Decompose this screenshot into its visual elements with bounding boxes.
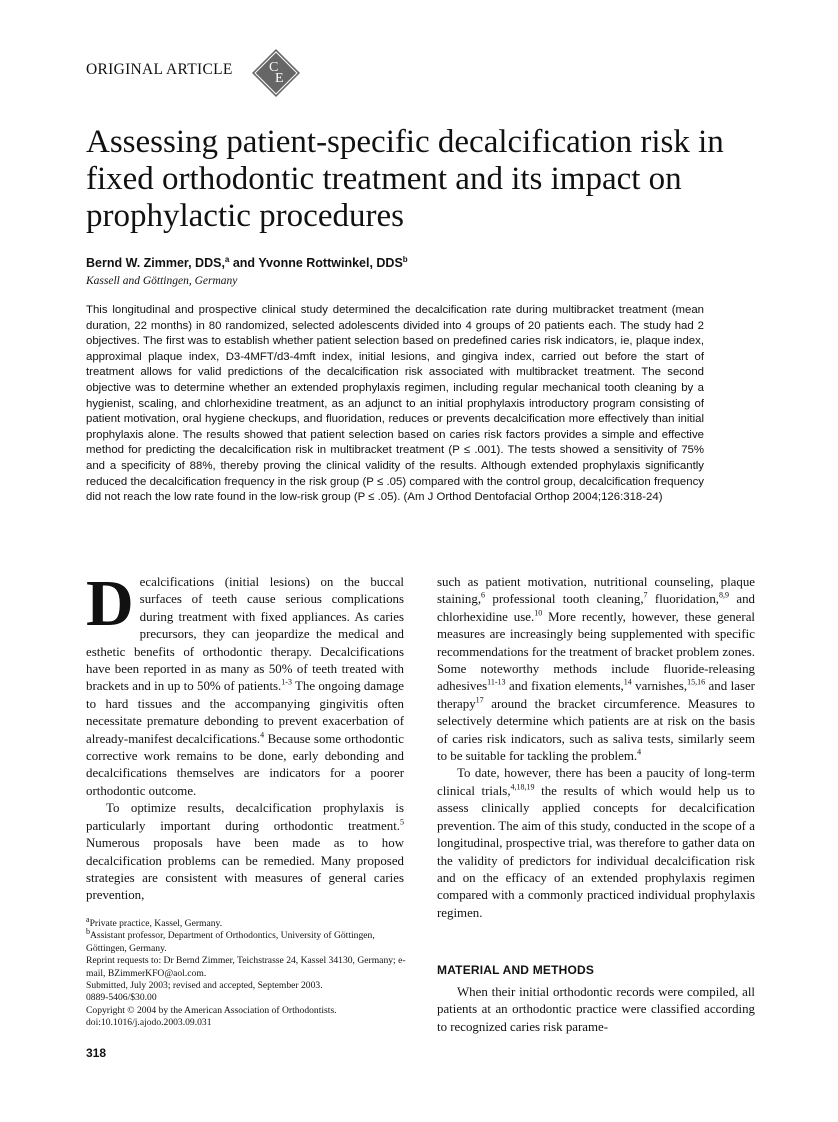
section-heading-methods: MATERIAL AND METHODS [437, 963, 595, 977]
methods-paragraph: When their initial orthodontic records were compiled, all patients at an orthodontic practice were classified according to recognized caries risk parame- [437, 985, 755, 1034]
footnote-b: $^b$Assistant professor, Department of Orthodontics, University of Göttingen, Göttingen, Germany. [86, 927, 375, 954]
body-column-left [86, 567, 404, 905]
reprint-request: Reprint requests to: Dr Bernd Zimmer, Teichstrasse 24, Kassel 34130, Germany; e-mail, BZimmerKFO@aol.com. [86, 955, 406, 979]
drop-cap: D [86, 567, 134, 640]
page-number: 318 [86, 1046, 107, 1060]
logo-letter-c: C [269, 60, 279, 75]
author-2: Yvonne Rottwinkel, DDS [258, 256, 403, 270]
logo-letter-e: E [275, 71, 284, 86]
abstract: This longitudinal and prospective clinical study determined the decalcification rate during multibracket treatment (mean duration, 22 months) in 80 randomized, selected adolescents divided into 4 groups of 20 patients each. The study had 2 objectives. The first was to establish whether patient selection based on predefined caries risk indicators, ie, plaque index, approximal plaque index, D3-4MFT/d3-4mft index, initial lesions, and gingiva index, carried out before the start of treatment allows for valid predictions of the decalcification risk associated with multibracket treatment. The second objective was to determine whether an extended prophylaxis regimen, including regular mechanical tooth cleaning by a hygienist, scaling, and chlorhexidine treatment, as an adjunct to an initial prophylaxis introductory program consisting of patient motivation, oral hygiene checkups, and fluoridation, reduces or prevents decalcification more effectively than initial prophylaxis alone. The results showed that patient selection based on caries risk factors provides a simple and effective method for predicting the decalcification risk in multibracket treatment (P ≤ .001). The tests showed a sensitivity of 75% and a specificity of 88%, thereby proving the clinical validity of the results. Although extended prophylaxis significantly reduced the decalcification frequency in the risk group (P ≤ .05) compared with the control group, decalcification frequency did not reach the low rate found in the low-risk group (P ≤ .05). (Am J Orthod Dentofacial Orthop 2004;126:318-24) [86, 304, 704, 504]
copyright: Copyright © 2004 by the American Association of Orthodontists. [86, 1004, 337, 1016]
intro-paragraph-2: To optimize results, decalcification prophylaxis is particularly important during orthodontic treatment.$^5$ Numerous proposals have been made as to how decalcification problems can be remedied. Many proposed strategies are consistent with measures of general caries prevention, [86, 801, 404, 903]
intro-paragraph-4: To date, however, there has been a paucity of long-term clinical trials,$^{4,18,19}$ the results of which would help us to assess clinically applied concepts for decalcification prevention. The aim of this study, conducted in the scope of a longitudinal, prospective trial, was therefore to gather data on the validity of predictors for individual decalcification risk and on the efficacy of an extended prophylaxis regimen compared with a commonly practiced individual prophylaxis regimen. [437, 766, 755, 920]
footnote-a: $^a$Private practice, Kassel, Germany. [86, 914, 223, 929]
submission-dates: Submitted, July 2003; revised and accepted, September 2003. [86, 980, 323, 992]
author-1: Bernd W. Zimmer, DDS, [86, 256, 225, 270]
doi: doi:10.1016/j.ajodo.2003.09.031 [86, 1017, 212, 1029]
issn: 0889-5406/$30.00 [86, 992, 157, 1004]
affiliation: Kassell and Göttingen, Germany [86, 275, 238, 287]
section-label: ORIGINAL ARTICLE [86, 61, 233, 78]
article-title: Assessing patient-specific decalcification risk in fixed orthodontic treatment and its impact on prophylactic procedures [86, 124, 724, 234]
ce-logo-icon [252, 49, 300, 97]
author-line: Bernd W. Zimmer, DDS,$^a$ and Yvonne Rottwinkel, DDS$^b$ [86, 254, 408, 270]
intro-paragraph-3: such as patient motivation, nutritional counseling, plaque staining,$^6$ professional tooth cleaning,$^7$ fluoridation,$^{8,9}$ and chlorhexidine use.$^{10}$ More recently, however, these general measures are increasingly being supplemented with specific recommendations for the treatment of bracket problem zones. Some noteworthy methods include fluoride-releasing adhesives$^{11-13}$ and fixation elements,$^{14}$ varnishes,$^{15,16}$ and laser therapy$^{17}$ around the bracket circumference. Measures to selectively determine which patients are at risk on the basis of caries risk indicators, such as saliva tests, similarly seem to be suitable for tackling the problem.$^4$ [437, 575, 755, 764]
intro-paragraph-1: Decalcifications (initial lesions) on the buccal surfaces of teeth cause serious complications during treatment with fixed appliances. As caries precursors, they can jeopardize the medical and esthetic benefits of orthodontic therapy. Decalcifications have been reported in as many as 50% of teeth treated with brackets and in up to 50% of patients.$^{1-3}$ The ongoing damage to hard tissues and the accompanying gingivitis often necessitate premature debonding to prevent exacerbation of already-manifest decalcifications.$^4$ Because some orthodontic corrective work remains to be done, early debonding and decalcifications themselves are indicators for a poorer orthodontic outcome. [86, 567, 404, 798]
body-column-right [437, 574, 755, 922]
footnotes [86, 914, 406, 1030]
